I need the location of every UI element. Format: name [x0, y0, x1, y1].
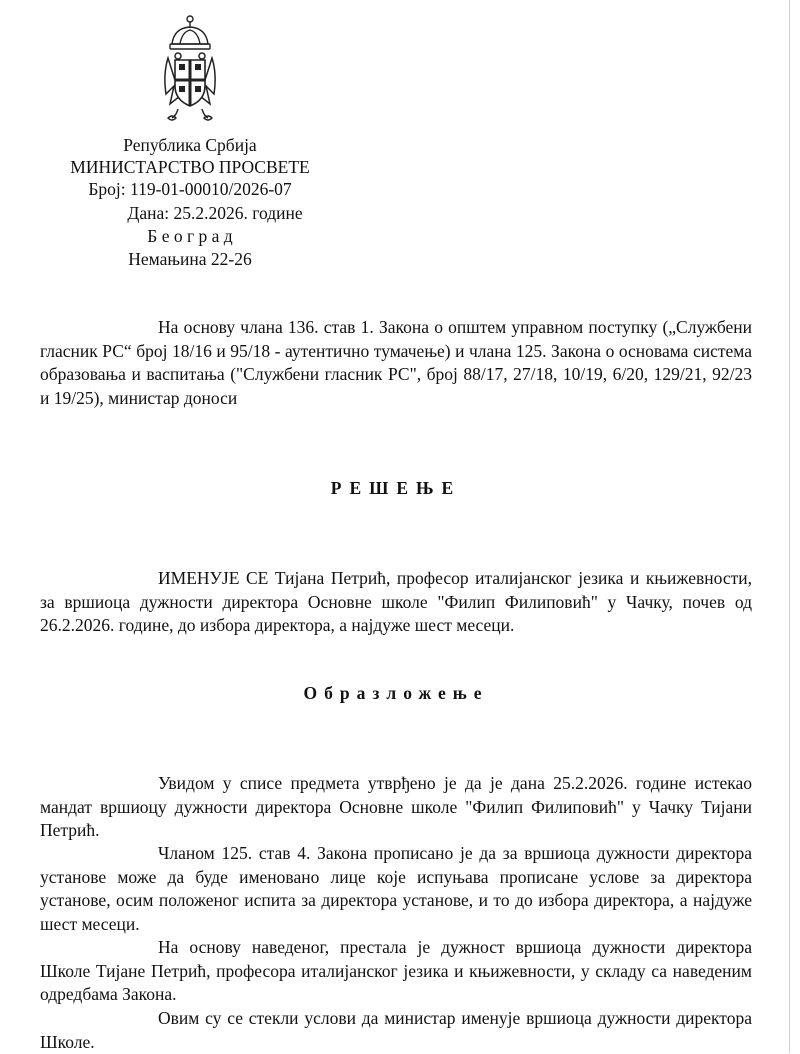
header-city: Б е о г р а д	[147, 226, 233, 246]
page-edge	[789, 0, 790, 1053]
coat-of-arms-icon	[158, 14, 222, 124]
header-republic: Република Србија	[123, 135, 257, 155]
header-date: Дана: 25.2.2026. године	[127, 203, 303, 223]
reasoning-paragraph-3: На основу наведеног, престала је дужност вршиоца дужности директора Школе Тијане Петрић, професора италијанског језика и књижевности, у складу са наведеним одредбама Закона.	[40, 937, 752, 1004]
header-ministry: МИНИСТАРСТВО ПРОСВЕТЕ	[70, 157, 310, 177]
preamble-paragraph: На основу члана 136. став 1. Закона о општем управном поступку („Службени гласник РС“ број 18/16 и 95/18 - аутентично тумачење) и члана 125. Закона о основама система образовања и васпитања ("Службени гласник РС", број 88/17, 27/18, 10/19, 6/20, 129/21, 92/23 и 19/25), министар доноси	[40, 317, 752, 408]
reasoning-title: Образложење	[303, 683, 489, 703]
reasoning-paragraph-1: Увидом у списе предмета утврђено је да је дана 25.2.2026. године истекао мандат вршиоцу дужности директора Основне школе "Филип Филиповић" у Чачку Тијани Петрић.	[40, 773, 752, 840]
header-number: Број: 119-01-00010/2026-07	[88, 179, 292, 199]
reasoning-paragraph-2: Чланом 125. став 4. Закона прописано је да за вршиоца дужности директора установе може да буде именовано лице које испуњава прописане услове за директора установе, осим положеног испита за директора установе, и то до избора директора, а најдуже шест месеци.	[40, 843, 752, 934]
decision-paragraph: ИМЕНУЈЕ СЕ Тијана Петрић, професор италијанског језика и књижевности, за вршиоца дужности директора Основне школе "Филип Филиповић" у Чачку, почев од 26.2.2026. године, до избора директора, а најдуже шест месеци.	[40, 568, 752, 635]
header-address: Немањина 22-26	[128, 249, 252, 269]
reasoning-paragraph-4: Овим су се стекли услови да министар именује вршиоца дужности директора Школе.	[40, 1008, 752, 1052]
decision-title: РЕШЕЊЕ	[330, 478, 462, 498]
